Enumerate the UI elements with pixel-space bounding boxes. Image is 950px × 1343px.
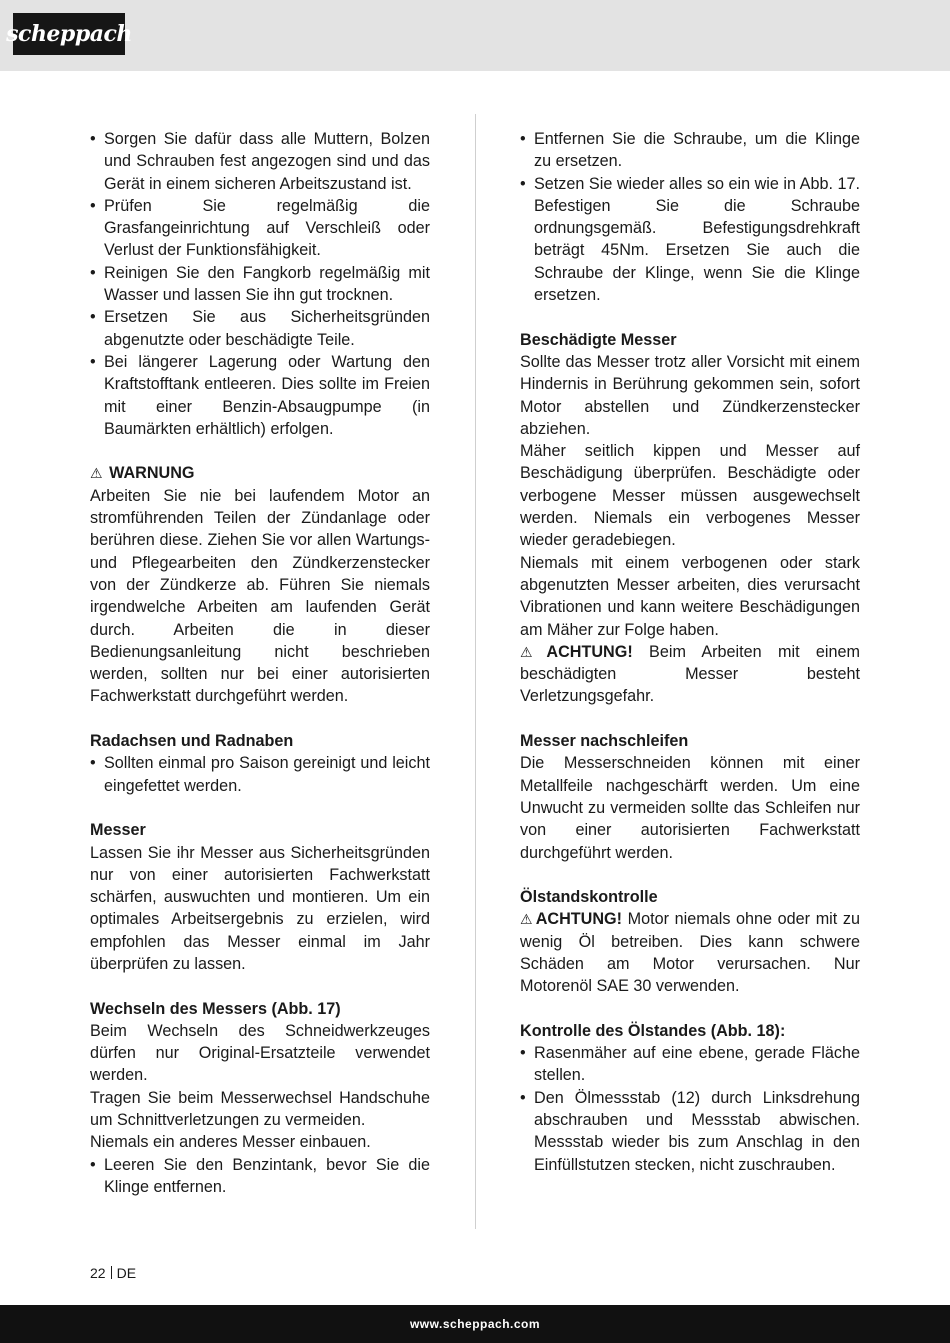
wechseln-paragraph: Niemals ein anderes Messer einbauen. bbox=[90, 1133, 371, 1152]
list-item: • Den Ölmessstab (12) durch Linksdrehung abschrauben und Messstab abwischen. Messstab wieder bis zum Anschlag in den Einfüllstutzen stecken, nicht zuschrauben. bbox=[520, 1087, 860, 1176]
list-item: • Bei längerer Lagerung oder Wartung den Kraftstofftank entleeren. Dies sollte im Freien mit einer Benzin-Absaugpumpe (in Baumärkten erhältlich) erfolgen. bbox=[90, 351, 430, 440]
section-heading-messer: Messer bbox=[90, 821, 146, 840]
beschaedigt-paragraph: Niemals mit einem verbogenen oder stark abgenutzten Messer arbeiten, dies verursacht Vibrationen und kann weitere Beschädigungen am Mäher zur Folge haben. bbox=[520, 553, 860, 639]
section-heading-radachsen: Radachsen und Radnaben bbox=[90, 732, 294, 751]
achtung-text: Motor niemals ohne oder mit zu wenig Öl betreiben. Dies kann schwere Schäden am Motor verursachen. Nur Motorenöl SAE 30 verwenden. bbox=[520, 910, 860, 996]
section-heading-oelstand: Ölstandskontrolle bbox=[520, 888, 658, 907]
list-item: • Leeren Sie den Benzintank, bevor Sie die Klinge entfernen. bbox=[90, 1154, 430, 1199]
list-item: • Entfernen Sie die Schraube, um die Klinge zu ersetzen. bbox=[520, 128, 860, 173]
warning-icon: ⚠ bbox=[520, 911, 534, 928]
section-heading-wechseln: Wechseln des Messers (Abb. 17) bbox=[90, 999, 341, 1018]
page-footer bbox=[0, 1305, 950, 1343]
radachsen-list bbox=[90, 752, 430, 797]
wechseln-continued-list bbox=[520, 128, 860, 306]
wechseln-paragraph: Tragen Sie beim Messerwechsel Handschuhe um Schnittverletzungen zu vermeiden. bbox=[90, 1088, 430, 1130]
wechseln-list bbox=[90, 1154, 430, 1199]
language-code: DE bbox=[116, 1265, 137, 1281]
list-item: • Rasenmäher auf eine ebene, gerade Fläche stellen. bbox=[520, 1042, 860, 1087]
wechseln-paragraph: Beim Wechseln des Schneidwerkzeuges dürfen nur Original-Ersatzteile verwendet werden. bbox=[90, 1021, 430, 1085]
beschaedigt-achtung bbox=[520, 641, 860, 708]
list-item: • Ersetzen Sie aus Sicherheitsgründen abgenutzte oder beschädigte Teile. bbox=[90, 306, 430, 351]
achtung-label: ACHTUNG! bbox=[535, 910, 623, 929]
oelstand-achtung bbox=[520, 908, 860, 997]
warning-icon: ⚠ bbox=[90, 465, 103, 482]
list-item: • Prüfen Sie regelmäßig die Grasfangeinrichtung auf Verschleiß oder Verlust der Funktionsfähigkeit. bbox=[90, 195, 430, 262]
achtung-label: ACHTUNG! bbox=[546, 642, 633, 661]
warning-heading bbox=[90, 462, 430, 484]
section-heading-nachschleifen: Messer nachschleifen bbox=[520, 732, 689, 751]
page-number bbox=[90, 1265, 136, 1281]
left-column bbox=[90, 128, 430, 1198]
beschaedigt-paragraph: Mäher seitlich kippen und Messer auf Beschädigung überprüfen. Beschädigte oder verbogene Messer müssen ausgewechselt werden. Niemals ein verbogenes Messer wieder geradebiegen. bbox=[520, 442, 860, 550]
brand-logo: scheppach bbox=[13, 13, 125, 55]
list-item: • Sollten einmal pro Saison gereinigt und leicht eingefettet werden. bbox=[90, 752, 430, 797]
achtung-text: Beim Arbeiten mit einem beschädigten Messer besteht Verletzungsgefahr. bbox=[520, 642, 860, 706]
beschaedigt-paragraph: Sollte das Messer trotz aller Vorsicht mit einem Hindernis in Berührung gekommen sein, sofort Motor abstellen und Zündkerzenstecker abziehen. bbox=[520, 352, 860, 438]
list-item: • Setzen Sie wieder alles so ein wie in Abb. 17. Befestigen Sie die Schraube ordnungsgemäß. Befestigungsdrehkraft beträgt 45Nm. Ersetzen Sie auch die Schraube der Klinge, wenn Sie die Klinge ersetzen. bbox=[520, 173, 860, 307]
nachschleifen-text: Die Messerschneiden können mit einer Metallfeile nachgeschärft werden. Um eine Unwucht zu vermeiden sollte das Schleifen nur von einer autorisierten Fachwerkstatt durchgeführt werden. bbox=[520, 754, 860, 862]
section-heading-kontrolle: Kontrolle des Ölstandes (Abb. 18): bbox=[520, 1021, 786, 1040]
maintenance-list bbox=[90, 128, 430, 440]
warning-label: WARNUNG bbox=[109, 464, 195, 483]
warning-text: Arbeiten Sie nie bei laufendem Motor an stromführenden Teilen der Zündanlage oder berühren diese. Ziehen Sie vor allen Wartungs- und Pflegearbeiten den Zündkerzenstecker von der Zündkerze ab. Führen Sie niemals irgendwelche Arbeiten am laufenden Gerät durch. Arbeiten die in dieser Bedienungsanleitung nicht beschrieben werden, sollten nur bei einer autorisierten Fachwerkstatt durchgeführt werden. bbox=[90, 486, 430, 706]
list-item: • Sorgen Sie dafür dass alle Muttern, Bolzen und Schrauben fest angezogen sind und das Gerät in einem sicheren Arbeitszustand ist. bbox=[90, 128, 430, 195]
page-number-value: 22 bbox=[90, 1265, 106, 1281]
column-divider bbox=[475, 114, 476, 1229]
list-item: • Reinigen Sie den Fangkorb regelmäßig mit Wasser und lassen Sie ihn gut trocknen. bbox=[90, 262, 430, 307]
warning-icon: ⚠ bbox=[520, 643, 545, 660]
page-separator bbox=[111, 1266, 112, 1279]
website-link[interactable]: www.scheppach.com bbox=[409, 1317, 541, 1331]
right-column bbox=[520, 128, 860, 1176]
page-header bbox=[0, 0, 950, 71]
kontrolle-list bbox=[520, 1042, 860, 1176]
messer-text: Lassen Sie ihr Messer aus Sicherheitsgründen nur von einer autorisierten Fachwerkstatt schärfen, auswuchten und montieren. Um ein optimales Arbeitsergebnis zu erzielen, wird empfohlen das Messer einmal im Jahr überprüfen zu lassen. bbox=[90, 843, 430, 973]
section-heading-beschaedigt: Beschädigte Messer bbox=[520, 330, 677, 349]
